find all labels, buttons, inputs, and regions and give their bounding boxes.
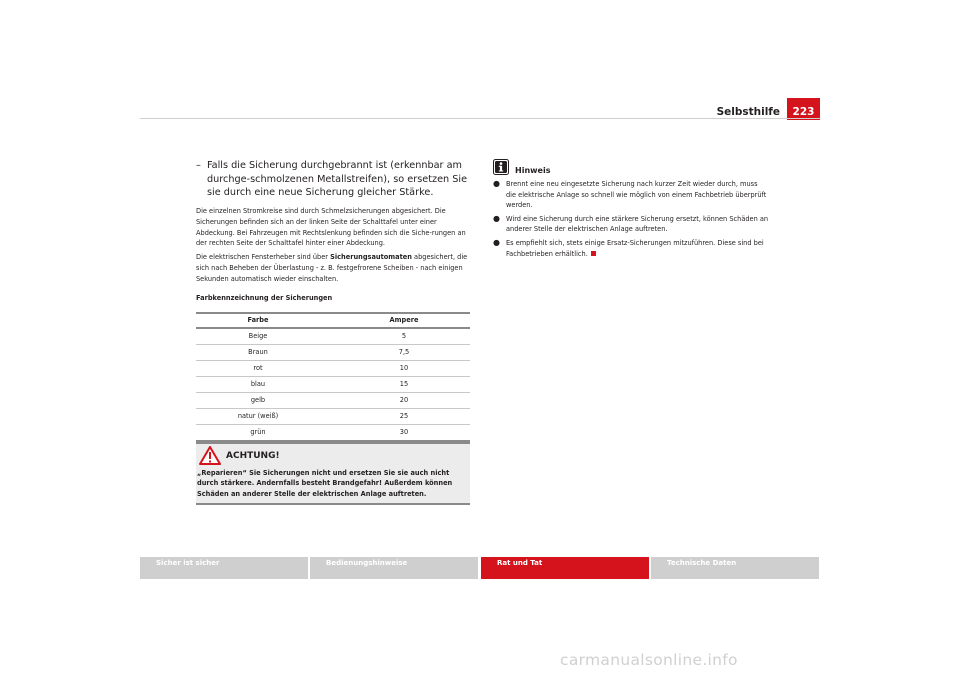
cell-color: rot xyxy=(253,364,263,372)
bullet-text: Es empfiehlt sich, stets einige Ersatz-Sicherungen mitzuführen. Diese sind bei Fachbetrieben erhältlich. xyxy=(506,238,764,258)
info-note-icon xyxy=(493,159,509,175)
footer-tab-label: Bedienungshinweise xyxy=(326,559,408,567)
step-text: Falls die Sicherung durchgebrannt ist (erkennbar am durchge-schmolzenen Metallstreifen), so ersetzen Sie sie durch eine neue Sicherung gleicher Stärke. xyxy=(207,160,468,199)
list-item xyxy=(493,238,769,259)
table-row xyxy=(196,425,470,442)
table-heading: Farbkennzeichnung der Sicherungen xyxy=(196,294,333,302)
table-row xyxy=(196,345,470,361)
cell-color: natur (weiß) xyxy=(237,412,279,420)
list-item xyxy=(493,214,769,235)
footer-tab-label: Technische Daten xyxy=(667,559,737,567)
table-row xyxy=(196,361,470,377)
cell-ampere: 30 xyxy=(399,428,409,436)
cell-color: blau xyxy=(250,380,266,388)
bullet-text: Brennt eine neu eingesetzte Sicherung nach kurzer Zeit wieder durch, muss die elektrische Anlage so schnell wie möglich von einem Fachbetrieb überprüft werden. xyxy=(506,180,767,210)
paragraph-window-fuses xyxy=(196,252,472,284)
bullet-text: Wird eine Sicherung durch eine stärkere Sicherung ersetzt, können Schäden an anderer Stelle der elektrischen Anlage auftreten. xyxy=(506,214,769,234)
footer-tab-label: Sicher ist sicher xyxy=(156,559,220,567)
page-header-title: Selbsthilfe xyxy=(716,106,780,118)
paragraph-window-fuses-post: abgesichert, die sich nach Beheben der Überlastung - z. B. festgefrorene Scheiben - nach einigen Sekunden automatisch wieder einschalten. xyxy=(196,253,468,283)
cell-ampere: 5 xyxy=(401,332,407,340)
table-row xyxy=(196,393,470,409)
cell-color: gelb xyxy=(250,396,266,404)
instruction-step xyxy=(196,159,472,200)
table-row xyxy=(196,329,470,345)
footer-tab-rat-und-tat[interactable] xyxy=(481,557,649,579)
footer-tab-label: Rat und Tat xyxy=(497,559,543,567)
warning-triangle-icon xyxy=(199,446,221,465)
table-header-row xyxy=(196,312,470,329)
cell-color: Braun xyxy=(248,348,268,356)
cell-ampere: 20 xyxy=(399,396,409,404)
paragraph-window-fuses-pre: Die elektrischen Fensterheber sind über xyxy=(196,253,331,261)
list-item xyxy=(493,179,769,211)
note-title: Hinweis xyxy=(515,166,551,175)
cell-ampere: 7,5 xyxy=(398,348,410,356)
table-row xyxy=(196,377,470,393)
step-dash: – xyxy=(196,160,201,171)
cell-color: Beige xyxy=(248,332,268,340)
warning-text: „Reparieren“ Sie Sicherungen nicht und ersetzen Sie sie auch nicht durch stärkere. Andernfalls besteht Brandgefahr! Außerdem können Schäden an anderer Stelle der elektrischen Anlage auftreten. xyxy=(197,469,453,498)
fuse-color-table xyxy=(196,312,470,442)
footer-tab-technische-daten[interactable] xyxy=(651,557,819,579)
paragraph-fuse-location: Die einzelnen Stromkreise sind durch Schmelzsicherungen abgesichert. Die Sicherungen befinden sich an der linken Seite der Schalttafel unter einer Abdeckung. Bei Fahrzeugen mit Rechtslenkung befinden sich die Siche-rungen an der rechten Seite der Schalttafel hinter einer Abdeckung. xyxy=(196,207,466,248)
paragraph-window-fuses-bold: Sicherungsautomaten xyxy=(330,253,412,261)
header-divider xyxy=(140,118,820,119)
table-header-farbe: Farbe xyxy=(247,316,269,324)
footer-tab-sicher-ist-sicher[interactable] xyxy=(140,557,308,579)
table-row xyxy=(196,409,470,425)
note-bullet-list xyxy=(493,179,769,262)
cell-ampere: 25 xyxy=(399,412,409,420)
footer-tab-bedienungshinweise[interactable] xyxy=(310,557,478,579)
cell-ampere: 10 xyxy=(399,364,409,372)
cell-ampere: 15 xyxy=(399,380,409,388)
warning-title: ACHTUNG! xyxy=(226,451,280,461)
watermark-text: carmanualsonline.info xyxy=(560,651,738,669)
page-number: 223 xyxy=(792,106,815,118)
cell-color: grün xyxy=(250,428,266,436)
bullet-dot-icon: ● xyxy=(493,179,500,188)
bullet-dot-icon: ● xyxy=(493,213,500,223)
end-marker-icon xyxy=(591,251,596,256)
table-header-ampere: Ampere xyxy=(389,316,419,324)
bullet-dot-icon: ● xyxy=(493,237,500,247)
